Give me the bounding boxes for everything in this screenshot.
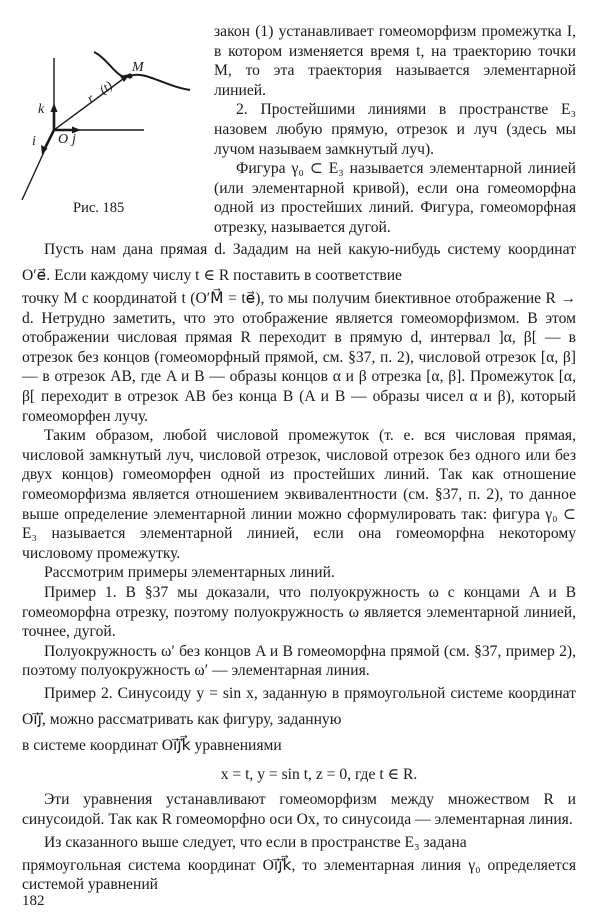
equation: x = t, y = sin t, z = 0, где t ∈ R. [220,765,418,783]
paragraph: в системе координат Oi⃗j⃗k⃗ уравнениями [22,736,282,754]
paragraph: Таким образом, любой числовой промежуток (т. е. вся числовая прямая, числовой замкнутый луч, числовой отрезок, числовой отрезок без одного или без двух концов) гомеоморфен одной из простейших линий. Так как отношение гомеоморфизма является отношением эквивалентности (см. §37, п. 2), то данное выше определение элементарной линии можно сформулировать так: фигура γ₀ ⊂ E₃ называется элементарной линией, если она гомеоморфна некоторому числовому промежутку. [22,427,576,562]
example-paragraph: Пример 2. Синусоиду y = sin x, заданную в прямоугольной системе координат Oi⃗j⃗, можно рассматривать как фигуру, заданную [22,684,576,728]
paragraph: Фигура γ₀ ⊂ E₃ называется элементарной линией (или элементарной кривой), если она гомеоморфна одной из простейших линий. Фигура, гомеоморфная отрезку, называется дугой. [214,160,576,236]
paragraph: Из сказанного выше следует, что если в пространстве E₃ задана [44,833,467,851]
page-number: 182 [22,893,45,909]
label-r: r⃗(t) [83,77,115,106]
label-j: j⃗ [72,132,87,147]
example-paragraph: Пример 1. В §37 мы доказали, что полуокружность ω с концами A и B гомеоморфна отрезку, поэтому полуокружность ω является элементарной линией, точнее, дугой. [22,583,576,641]
paragraph: 2. Простейшими линиями в пространстве E₃ назовем любую прямую, отрезок и луч (здесь мы лучом называем замкнутый луч). [214,101,576,158]
paragraph: закон (1) устанавливает гомеоморфизм промежутка I, в котором изменяется время t, на траекторию точки M, то эта траектория называется элементарной линией. [214,23,576,99]
label-i: i⃗ [32,134,47,149]
paragraph: Рассмотрим примеры элементарных линий. [44,564,335,582]
main-text [22,237,576,895]
figure-caption: Рис. 185 [73,200,125,216]
top-column-text [214,22,576,238]
paragraph: Пусть нам дана прямая d. Зададим на ней какую-нибудь систему координат O′e⃗. Если каждому числу t ∈ R поставить в соответствие [22,241,576,284]
paragraph: Эти уравнения устанавливают гомеоморфизм между множеством R и синусоидой. Так как R гомеоморфно оси Ox, то синусоида — элементарная линия. [22,791,576,829]
label-O: O [58,132,69,147]
paragraph: Полуокружность ω′ без концов A и B гомеоморфна прямой (см. §37, пример 2), поэтому полуокружность ω′ — элементарная линия. [22,642,576,680]
label-M: M [132,60,144,75]
label-k: k⃗ [38,102,56,117]
paragraph: точку M с координатой t (O′M⃗ = te⃗), то мы получим биективное отображение R → d. Нетрудно заметить, что это отображение является гомеоморфизмом. В этом отображении числовая прямая R переходит в прямую d, интервал ]α, β[ — в отрезок без концов (гомеоморфный прямой, см. §37, п. 2), числовой отрезок [α, β] — в отрезок AB, где A и B — образы концов α и β отрезка [α, β]. Промежуток [α, β[ переходит в отрезок AB без конца B (A и B — образы чисел α и β), который гомеоморфен лучу. [22,290,576,425]
paragraph: прямоугольная система координат Oi⃗j⃗k⃗, то элементарная линия γ₀ определяется системой уравнений [22,856,576,894]
